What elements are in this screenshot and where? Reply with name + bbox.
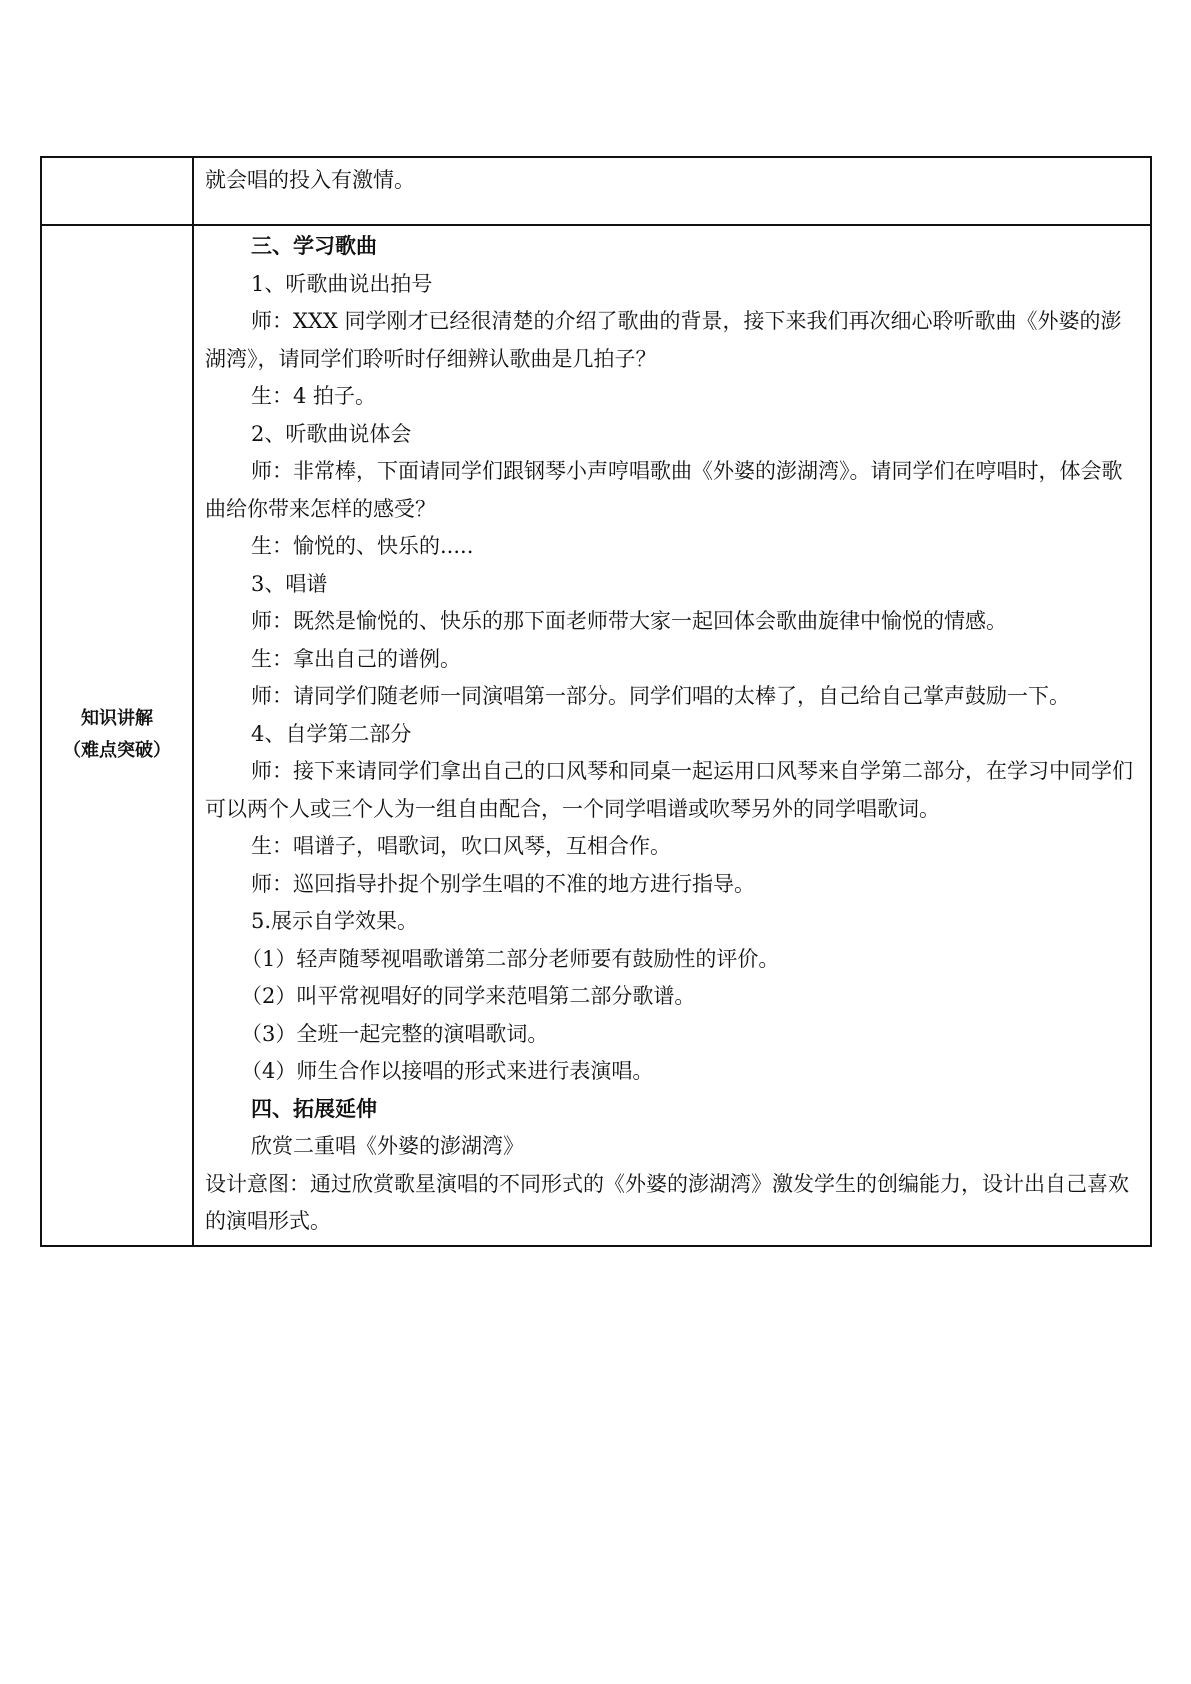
step-title: 4、自学第二部分 xyxy=(251,721,412,746)
student-line: 生：4 拍子。 xyxy=(251,384,377,408)
row-label-line: 知识讲解 xyxy=(81,708,153,730)
row-content-cell xyxy=(193,225,1151,1246)
lesson-content xyxy=(194,226,1150,1245)
table-row xyxy=(41,157,1151,225)
step-title: 3、唱谱 xyxy=(251,571,328,596)
design-intent: 设计意图：通过欣赏歌星演唱的不同形式的《外婆的澎湖湾》激发学生的创编能力，设计出自己喜欢的演唱形式。 xyxy=(205,1171,1129,1233)
student-line: 生：唱谱子，唱歌词，吹口风琴，互相合作。 xyxy=(251,834,671,858)
sub-step: （4）师生合作以接唱的形式来进行表演唱。 xyxy=(241,1059,654,1083)
row-content-cell xyxy=(193,157,1151,225)
section-heading: 三、学习歌曲 xyxy=(251,234,377,258)
table-row xyxy=(41,225,1151,1246)
continued-text: 就会唱的投入有激情。 xyxy=(205,168,415,192)
teacher-line: 师：请同学们随老师一同演唱第一部分。同学们唱的太棒了，自己给自己掌声鼓励一下。 xyxy=(251,684,1070,708)
step-title: 1、听歌曲说出拍号 xyxy=(251,271,433,296)
teacher-line: 师：接下来请同学们拿出自己的口风琴和同桌一起运用口风琴来自学第二部分，在学习中同学们可以两个人或三个人为一组自由配合，一个同学唱谱或吹琴另外的同学唱歌词。 xyxy=(205,759,1133,821)
teacher-line: 师：XXX 同学刚才已经很清楚的介绍了歌曲的背景，接下来我们再次细心聆听歌曲《外婆的澎湖湾》，请同学们聆听时仔细辨认歌曲是几拍子？ xyxy=(205,309,1122,371)
row-label-cell xyxy=(41,225,193,1246)
teacher-line: 师：既然是愉悦的、快乐的那下面老师带大家一起回体会歌曲旋律中愉悦的情感。 xyxy=(251,609,1007,633)
activity-line: 欣赏二重唱《外婆的澎湖湾》 xyxy=(251,1134,524,1158)
step-title: 2、听歌曲说体会 xyxy=(251,421,412,446)
step-title: 5.展示自学效果。 xyxy=(251,909,419,933)
lesson-plan-table xyxy=(40,156,1152,1247)
section-heading: 四、拓展延伸 xyxy=(251,1096,377,1121)
row-label-line: （难点突破） xyxy=(63,740,171,762)
row-label-cell-empty xyxy=(41,157,193,225)
student-line: 生：拿出自己的谱例。 xyxy=(251,646,461,671)
teacher-line: 师：巡回指导扑捉个别学生唱的不准的地方进行指导。 xyxy=(251,871,755,896)
teacher-line: 师：非常棒，下面请同学们跟钢琴小声哼唱歌曲《外婆的澎湖湾》。请同学们在哼唱时，体会歌曲给你带来怎样的感受？ xyxy=(205,459,1123,521)
sub-step: （1）轻声随琴视唱歌谱第二部分老师要有鼓励性的评价。 xyxy=(241,946,780,971)
student-line: 生：愉悦的、快乐的..... xyxy=(251,534,474,558)
sub-step: （3）全班一起完整的演唱歌词。 xyxy=(241,1021,549,1046)
sub-step: （2）叫平常视唱好的同学来范唱第二部分歌谱。 xyxy=(241,984,696,1008)
